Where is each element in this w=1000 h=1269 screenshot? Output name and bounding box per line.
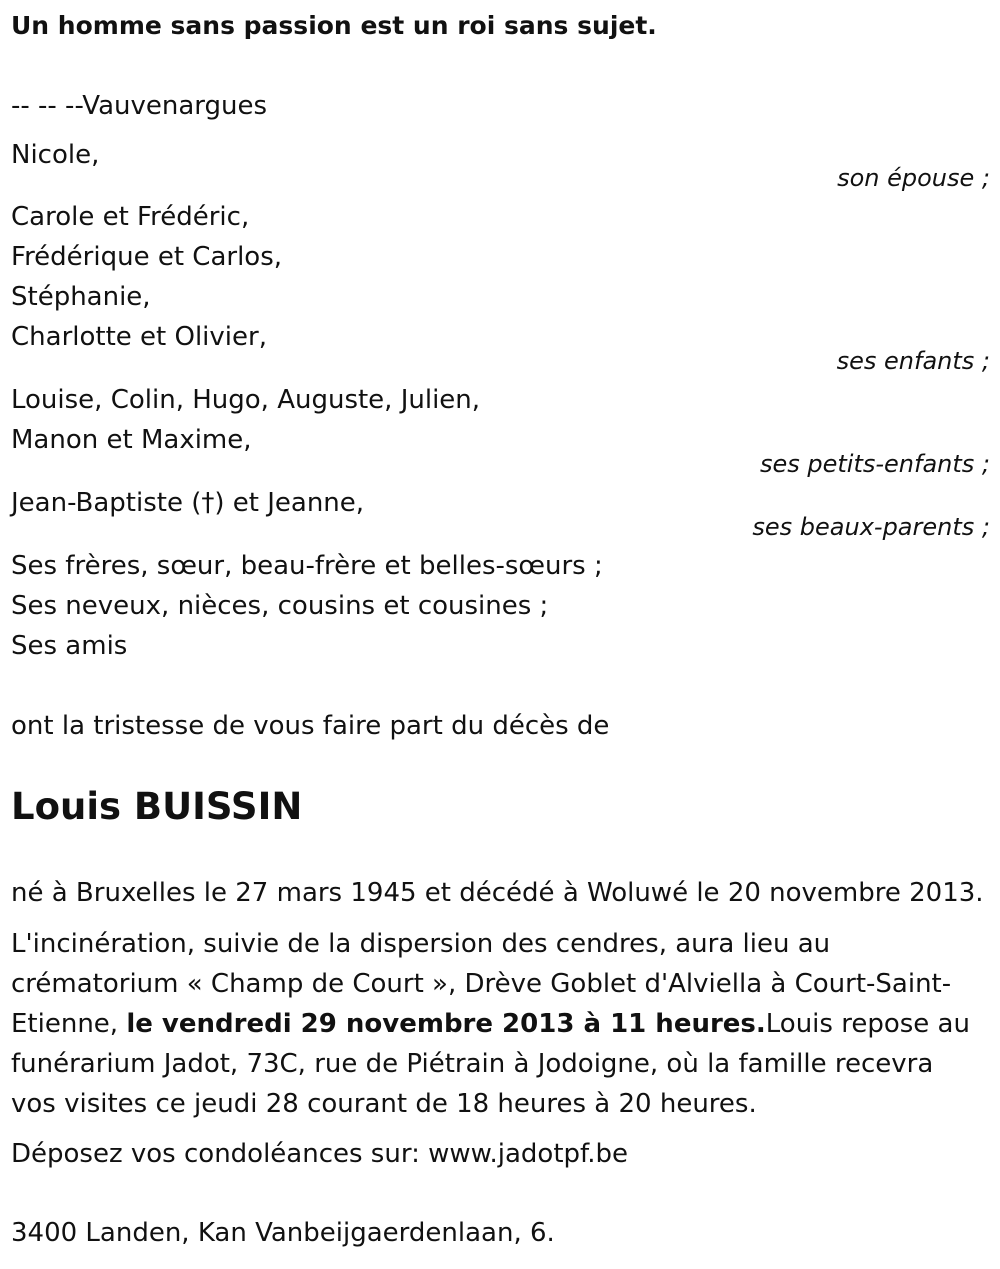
grandchildren-role: ses petits-enfants ; [759, 450, 990, 478]
deceased-name: Louis BUISSIN [11, 785, 303, 828]
ceremony-text-part2: Louis repose au funérarium Jadot, 73C, rue de Piétrain à Jodoigne, où la famille recevra vos visites ce jeudi 28 courant de 18 heures à 20 heures. [11, 1009, 970, 1119]
quote-author: -- -- --Vauvenargues [11, 91, 268, 121]
ceremony-paragraph [11, 924, 986, 1124]
others-line: Ses frères, sœur, beau-frère et belles-sœurs ; [11, 551, 603, 581]
others-line: Ses neveux, nièces, cousins et cousines ; [11, 591, 549, 621]
ceremony-text-part1: L'incinération, suivie de la dispersion des cendres, aura lieu au crématorium « Champ de Court », Drève Goblet d'Alviella à Court-Saint-Etienne, [11, 929, 952, 1039]
grandchildren-line: Manon et Maxime, [11, 425, 252, 455]
quote-text: Un homme sans passion est un roi sans sujet. [11, 11, 657, 40]
others-line: Ses amis [11, 631, 128, 661]
child-line: Carole et Frédéric, [11, 202, 250, 232]
announcement-text: ont la tristesse de vous faire part du décès de [11, 711, 610, 741]
condolences-text: Déposez vos condoléances sur: www.jadotpf.be [11, 1139, 629, 1169]
child-line: Stéphanie, [11, 282, 151, 312]
spouse-name: Nicole, [11, 140, 100, 170]
spouse-role: son épouse ; [837, 164, 990, 192]
grandchildren-line: Louise, Colin, Hugo, Auguste, Julien, [11, 385, 481, 415]
ceremony-datetime: le vendredi 29 novembre 2013 à 11 heures. [126, 1009, 766, 1039]
children-role: ses enfants ; [836, 347, 990, 375]
child-line: Charlotte et Olivier, [11, 322, 267, 352]
parents-in-law-line: Jean-Baptiste (†) et Jeanne, [11, 488, 365, 518]
birth-death-text: né à Bruxelles le 27 mars 1945 et décédé à Woluwé le 20 novembre 2013. [11, 878, 984, 908]
parents-in-law-role: ses beaux-parents ; [752, 513, 990, 541]
child-line: Frédérique et Carlos, [11, 242, 283, 272]
address-text: 3400 Landen, Kan Vanbeijgaerdenlaan, 6. [11, 1218, 555, 1248]
